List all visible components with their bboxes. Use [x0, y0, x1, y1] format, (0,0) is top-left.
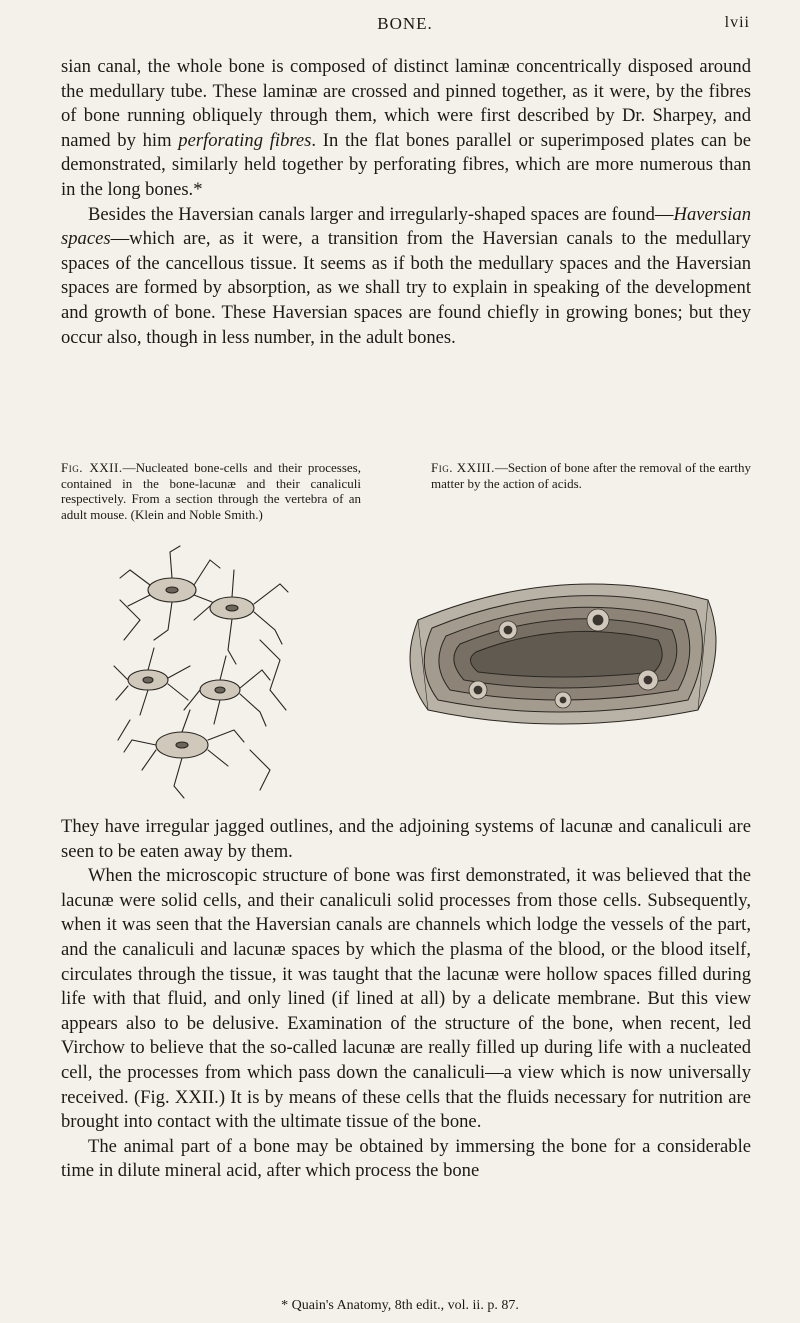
fig23-caption: Fig. XXIII.—Section of bone after the removal of the earthy matter by the action of acids.: [431, 460, 751, 491]
figure-captions: [61, 460, 761, 545]
bottom-body-text: [61, 815, 751, 1184]
running-head: [60, 14, 750, 40]
bone-cells-illustration: [110, 540, 300, 805]
page-title: BONE.: [377, 14, 433, 33]
footnote: * Quain's Anatomy, 8th edit., vol. ii. p. 87.: [281, 1298, 519, 1313]
page-number: lvii: [724, 14, 750, 31]
paragraph: sian canal, the whole bone is composed of distinct laminæ concentrically disposed around the medullary tube. These laminæ are crossed and pinned together, as it were, by the fibres of bone running obliquely through them, which were first described by Dr. Sharpey, and named by him perforating fibres. In the flat bones parallel or superimposed plates can be demonstrated, similarly held together by perforating fibres, which are more numerous than in the long bones.*: [61, 56, 751, 200]
paragraph: When the microscopic structure of bone was first demonstrated, it was believed that the lacunæ were solid cells, and their canaliculi solid processes from those cells. Subsequently, when it was seen that the Haversian canals are channels which lodge the vessels of the part, and the canaliculi and lacunæ spaces by which the plasma of the blood, or the blood itself, circulates through the tissue, it was taught that the lacunæ were hollow spaces filled during life with that fluid, and only lined (if lined at all) by a delicate membrane. But this view appears also to be delusive. Examination of the structure of the bone, when recent, led Virchow to believe that the so-called lacunæ are really filled up during life with a nucleated cell, the processes from which pass down the canaliculi—a view which is now universally received. (Fig. XXII.) It is by means of these cells that the fluids necessary for nutrition are brought into contact with the ultimate tissue of the bone.: [61, 865, 751, 1133]
paragraph: They have irregular jagged outlines, and the adjoining systems of lacunæ and canaliculi are seen to be eaten away by them.: [61, 816, 751, 862]
fig22-caption: Fig. XXII.—Nucleated bone-cells and their processes, contained in the bone-lacunæ and their canaliculi respectively. From a section through the vertebra of an adult mouse. (Klein and Noble Smith.): [61, 460, 361, 522]
paragraph: The animal part of a bone may be obtained by immersing the bone for a considerable time in dilute mineral acid, after which process the bone: [61, 1135, 751, 1182]
bone-section-illustration: [398, 560, 728, 738]
top-body-text: [61, 55, 751, 350]
paragraph: Besides the Haversian canals larger and irregularly-shaped spaces are found—Haversian spaces—which are, as it were, a transition from the Haversian canals to the medullary spaces of the cancellous tissue. It seems as if both the medullary spaces and the Haversian spaces are formed by absorption, as we shall try to explain in speaking of the development and growth of bone. These Haversian spaces are found chiefly in growing bones; but they occur also, though in less number, in the adult bones.: [61, 203, 751, 348]
